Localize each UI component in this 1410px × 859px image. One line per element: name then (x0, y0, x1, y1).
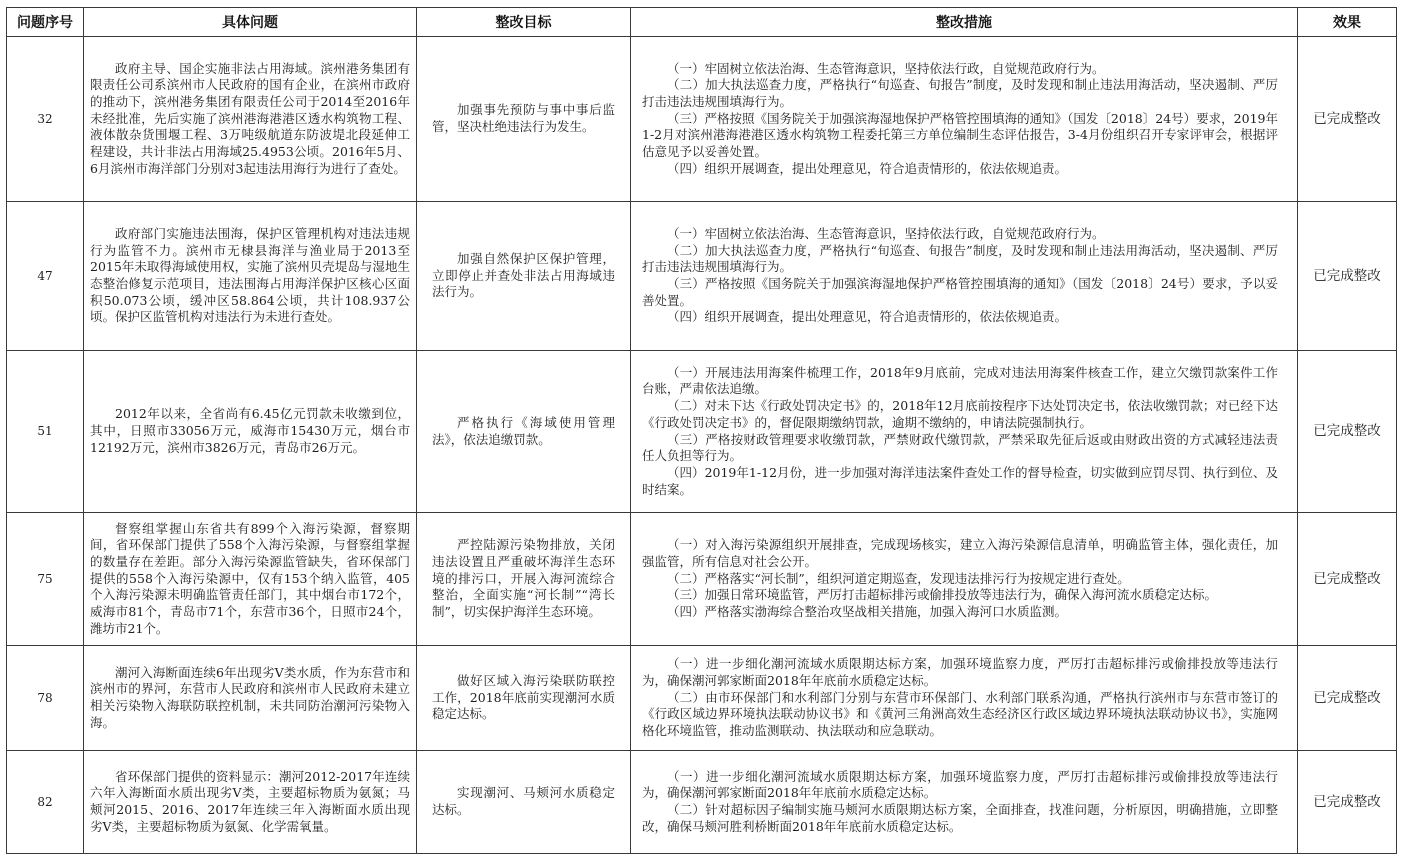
issue-description-cell (84, 202, 417, 351)
table-row (7, 202, 1397, 351)
rectification-table (6, 7, 1397, 854)
table-row (7, 513, 1397, 646)
rectification-measure: （二）由市环保部门和水利部门分别与东营市环保部门、水利部门联系沟通，严格执行滨州市与东营市签订的《行政区域边界环境执法联动协议书》和《黄河三角洲高效生态经济区行政区域边界环境执法联动协议书》，实施网格化环境监管，推动监测联动、执法联动和应急联动。 (642, 689, 1278, 739)
rectification-result: 已完成整改 (1298, 202, 1397, 351)
rectification-measure: （一）牢固树立依法治海、生态管海意识，坚持依法行政，自觉规范政府行为。 (667, 60, 1105, 76)
issue-number: 32 (7, 37, 84, 202)
rectification-measure: （四）组织开展调查，提出处理意见，符合追责情形的，依法依规追责。 (667, 160, 1068, 176)
issue-description-cell (84, 37, 417, 202)
issue-description: 督察组掌握山东省共有899个入海污染源，督察期间，省环保部门提供了558个入海污染源，与督察组掌握的数量存在差距。部分入海污染源监管缺失，省环保部门提供的558个入海污染源中，仅有153个纳入监管，405个入海污染源未明确监管责任部门，其中烟台市172个，威海市81个，青岛市71个，东营市36个，日照市24个，潍坊市21个。 (90, 520, 410, 636)
header-result: 效果 (1298, 8, 1397, 37)
rectification-measure: （二）加大执法巡查力度，严格执行“旬巡查、旬报告”制度，及时发现和制止违法用海活动，坚决遏制、严厉打击违法违规围填海行为。 (642, 77, 1278, 109)
rectification-measure: （一）对入海污染源组织开展排查，完成现场核实，建立入海污染源信息清单，明确监管主体，强化责任，加强监管，所有信息对社会公开。 (642, 537, 1278, 569)
issue-description-cell (84, 513, 417, 646)
rectification-measure: （三）加强日常环境监管，严厉打击超标排污或偷排投放等违法行为，确保入海河流水质稳定达标。 (667, 587, 1218, 603)
rectification-measure: （四）2019年1-12月份，进一步加强对海洋违法案件查处工作的督导检查，切实做到应罚尽罚、执行到位、及时结案。 (642, 464, 1278, 497)
issue-number: 47 (7, 202, 84, 351)
rectification-goal: 实现潮河、马颊河水质稳定达标。 (432, 785, 615, 817)
rectification-goal: 严控陆源污染物排放，关闭违法设置且严重破坏海洋生态环境的排污口，开展入海河流综合整治，全面实施“河长制”“湾长制”，切实保护海洋生态环境。 (432, 537, 615, 620)
rectification-measure: （一）开展违法用海案件梳理工作，2018年9月底前，完成对违法用海案件核查工作，建立欠缴罚款案件工作台账，严肃依法追缴。 (642, 364, 1278, 397)
issue-description: 2012年以来，全省尚有6.45亿元罚款未收缴到位，其中，日照市33056万元，威海市15430万元，烟台市12192万元，滨州市3826万元，青岛市26万元。 (90, 406, 410, 455)
rectification-goal: 加强自然保护区保护管理，立即停止并查处非法占用海域违法行为。 (432, 250, 615, 300)
rectification-measures-cell (631, 646, 1298, 751)
rectification-goal-cell (417, 351, 631, 513)
rectification-result: 已完成整改 (1298, 513, 1397, 646)
rectification-measure: （二）针对超标因子编制实施马颊河水质限期达标方案，全面排查，找准问题，分析原因，明确措施，立即整改，确保马颊河胜利桥断面2018年年底前水质稳定达标。 (642, 802, 1278, 834)
rectification-measures-cell (631, 513, 1298, 646)
header-rectification-measures: 整改措施 (631, 8, 1298, 37)
rectification-goal-cell (417, 37, 631, 202)
rectification-measures-cell (631, 37, 1298, 202)
rectification-goal: 严格执行《海域使用管理法》，依法追缴罚款。 (432, 414, 615, 447)
rectification-goal-cell (417, 751, 631, 854)
rectification-goal-cell (417, 202, 631, 351)
issue-description: 政府主导、国企实施非法占用海域。滨州港务集团有限责任公司系滨州市人民政府的国有企业，在滨州市政府的推动下，滨州港务集团有限责任公司于2014至2016年未经批准，先后实施了滨州港海港港区透水构筑物工程、液体散杂货围堰工程、3万吨级航道东防波堤北段延伸工程建设，共计非法占用海域25.4953公顷。2016年5月、6月滨州市海洋部门分别对3起违法用海行为进行了查处。 (90, 60, 410, 176)
rectification-goal: 加强事先预防与事中事后监管，坚决杜绝违法行为发生。 (432, 102, 615, 134)
issue-number: 78 (7, 646, 84, 751)
table-row (7, 37, 1397, 202)
rectification-measures-cell (631, 202, 1298, 351)
issue-description-cell (84, 646, 417, 751)
table-row (7, 751, 1397, 854)
rectification-measure: （四）组织开展调查，提出处理意见，符合追责情形的，依法依规追责。 (667, 309, 1068, 325)
rectification-result: 已完成整改 (1298, 646, 1397, 751)
rectification-measure: （一）进一步细化潮河流域水质限期达标方案，加强环境监察力度，严厉打击超标排污或偷排投放等违法行为，确保潮河郭家断面2018年年底前水质稳定达标。 (642, 768, 1278, 801)
issue-description-cell (84, 351, 417, 513)
rectification-measure: （一）进一步细化潮河流域水质限期达标方案，加强环境监察力度，严厉打击超标排污或偷排投放等违法行为，确保潮河郭家断面2018年年底前水质稳定达标。 (642, 656, 1278, 688)
rectification-measure: （三）严格按照《国务院关于加强滨海湿地保护严格管控围填海的通知》（国发〔2018〕24号）要求，2019年1-2月对滨州港海港港区透水构筑物工程委托第三方单位编制生态评估报告，3-4月份组织召开专家评审会，根据评估意见予以妥善处置。 (642, 110, 1278, 160)
rectification-goal: 做好区域入海污染联防联控工作，2018年底前实现潮河水质稳定达标。 (432, 672, 615, 722)
rectification-measures-cell (631, 351, 1298, 513)
issue-number: 82 (7, 751, 84, 854)
header-rectification-goal: 整改目标 (417, 8, 631, 37)
rectification-measure: （一）牢固树立依法治海、生态管海意识，坚持依法行政，自觉规范政府行为。 (667, 225, 1105, 241)
rectification-goal-cell (417, 646, 631, 751)
rectification-measure: （三）严格按财政管理要求收缴罚款，严禁财政代缴罚款，严禁采取先征后返或由财政出资的方式减轻违法责任人负担等行为。 (642, 431, 1278, 464)
rectification-result: 已完成整改 (1298, 37, 1397, 202)
header-issue-number: 问题序号 (7, 8, 84, 37)
rectification-measure: （二）严格落实“河长制”，组织河道定期巡查，发现违法排污行为按规定进行查处。 (667, 570, 1130, 586)
issue-description: 潮河入海断面连续6年出现劣Ⅴ类水质，作为东营市和滨州市的界河，东营市人民政府和滨州市人民政府未建立相关污染物入海联防联控机制，未共同防治潮河污染物入海。 (90, 664, 410, 730)
issue-description: 政府部门实施违法围海，保护区管理机构对违法违规行为监管不力。滨州市无棣县海洋与渔业局于2013至2015年未取得海域使用权，实施了滨州贝壳堤岛与湿地生态整治修复示范项目，违法围海占用海洋保护区核心区面积50.073公顷，缓冲区58.864公顷，共计108.937公顷。保护区监管机构对违法行为未进行查处。 (90, 225, 410, 325)
rectification-goal-cell (417, 513, 631, 646)
table-row (7, 646, 1397, 751)
issue-number: 75 (7, 513, 84, 646)
rectification-measures-cell (631, 751, 1298, 854)
issue-description: 省环保部门提供的资料显示：潮河2012-2017年连续六年入海断面水质出现劣Ⅴ类，主要超标物质为氨氮；马颊河2015、2016、2017年连续三年入海断面水质出现劣Ⅴ类，主要超标物质为氨氮、化学需氧量。 (90, 768, 410, 834)
issue-number: 51 (7, 351, 84, 513)
rectification-measure: （二）对未下达《行政处罚决定书》的，2018年12月底前按程序下达处罚决定书，依法收缴罚款；对已经下达《行政处罚决定书》的，督促限期缴纳罚款，逾期不缴纳的，申请法院强制执行。 (642, 398, 1278, 430)
table-row (7, 351, 1397, 513)
rectification-measure: （四）严格落实渤海综合整治攻坚战相关措施，加强入海河口水质监测。 (667, 604, 1068, 620)
rectification-result: 已完成整改 (1298, 751, 1397, 854)
table-header-row (7, 8, 1397, 37)
issue-description-cell (84, 751, 417, 854)
rectification-measure: （三）严格按照《国务院关于加强滨海湿地保护严格管控围填海的通知》（国发〔2018〕24号）要求，予以妥善处置。 (642, 276, 1278, 308)
rectification-measure: （二）加大执法巡查力度，严格执行“旬巡查、旬报告”制度，及时发现和制止违法用海活动，坚决遏制、严厉打击违法违规围填海行为。 (642, 242, 1278, 275)
header-issue-description: 具体问题 (84, 8, 417, 37)
rectification-result: 已完成整改 (1298, 351, 1397, 513)
